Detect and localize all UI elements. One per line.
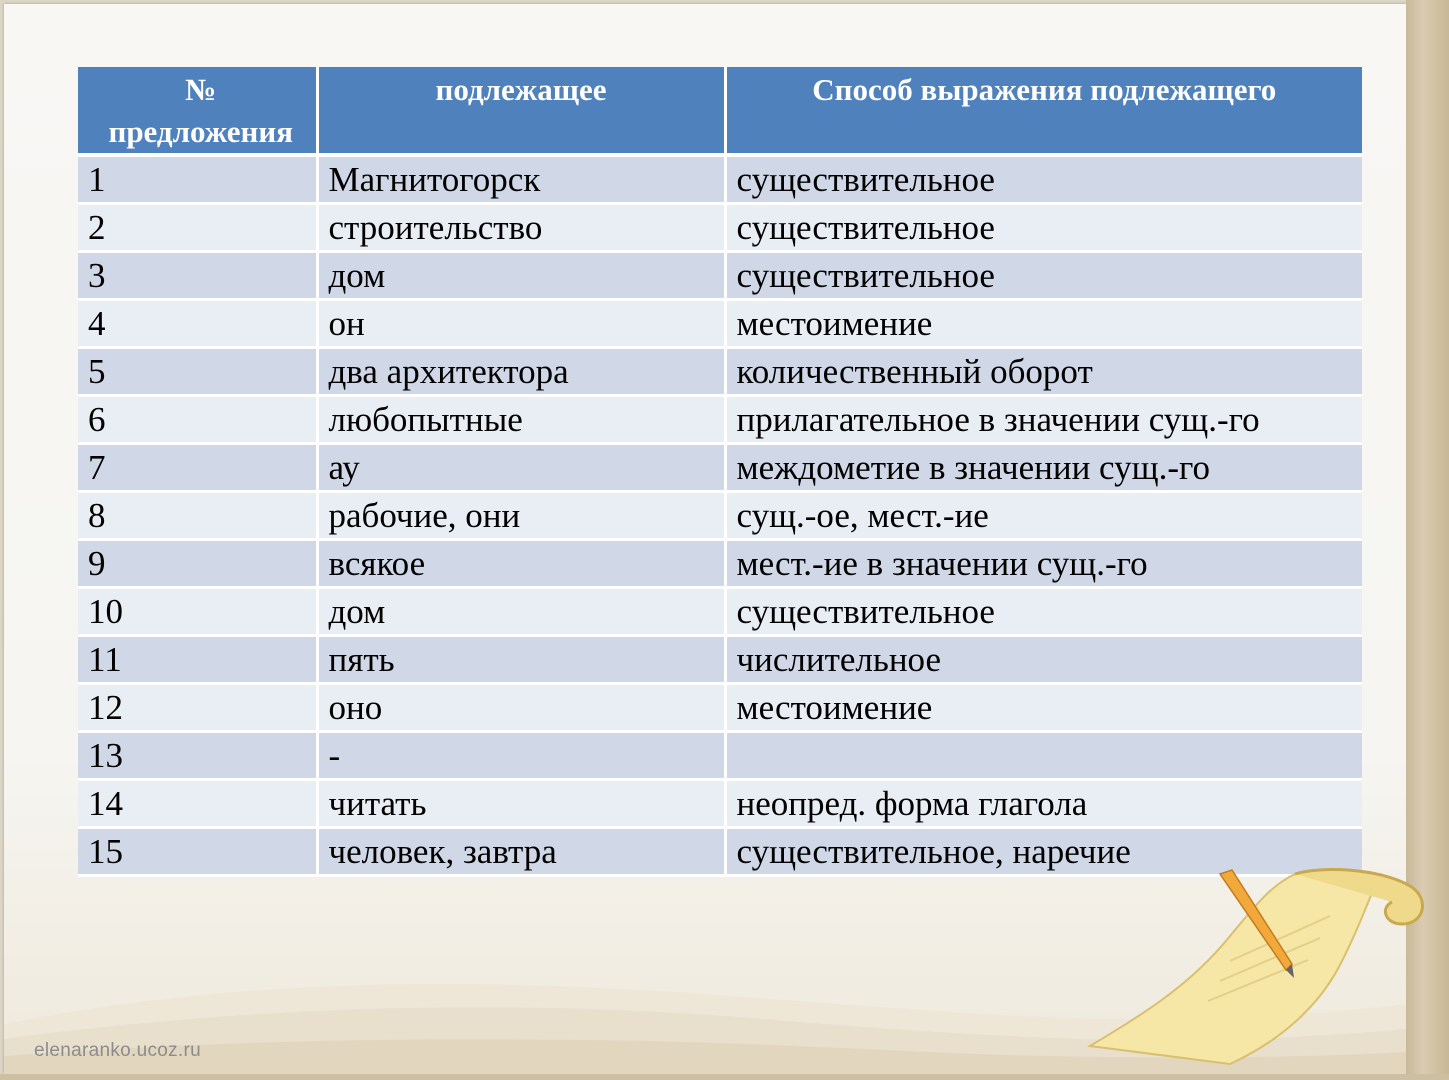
table-row [78, 155, 1362, 204]
table-row [78, 492, 1362, 540]
cell-number: 9 [78, 540, 317, 588]
header-subject: подлежащее [317, 67, 725, 155]
cell-subject: всякое [317, 540, 725, 588]
table-row [78, 348, 1362, 396]
cell-subject: ау [317, 444, 725, 492]
cell-subject: дом [317, 252, 725, 300]
cell-number: 12 [78, 684, 317, 732]
table-row [78, 780, 1362, 828]
cell-number: 6 [78, 396, 317, 444]
cell-expression: мест.-ие в значении сущ.-го [725, 540, 1362, 588]
cell-number: 11 [78, 636, 317, 684]
cell-expression: количественный оборот [725, 348, 1362, 396]
cell-expression: местоимение [725, 300, 1362, 348]
cell-expression: существительное [725, 252, 1362, 300]
cell-number: 3 [78, 252, 317, 300]
cell-number: 5 [78, 348, 317, 396]
header-expression: Способ выражения подлежащего [725, 67, 1362, 155]
cell-subject: два архитектора [317, 348, 725, 396]
cell-expression: существительное, наречие [725, 828, 1362, 876]
cell-expression: междометие в значении сущ.-го [725, 444, 1362, 492]
cell-expression [725, 732, 1362, 780]
cell-subject: человек, завтра [317, 828, 725, 876]
table-row [78, 396, 1362, 444]
cell-number: 4 [78, 300, 317, 348]
cell-number: 1 [78, 155, 317, 204]
table-row [78, 540, 1362, 588]
cell-subject: строительство [317, 204, 725, 252]
cell-expression: местоимение [725, 684, 1362, 732]
cell-number: 13 [78, 732, 317, 780]
cell-number: 10 [78, 588, 317, 636]
table-row [78, 636, 1362, 684]
cell-expression: существительное [725, 204, 1362, 252]
cell-subject: - [317, 732, 725, 780]
table-row [78, 588, 1362, 636]
scroll-quill-icon [1080, 866, 1440, 1066]
cell-expression: прилагательное в значении сущ.-го [725, 396, 1362, 444]
table-row [78, 204, 1362, 252]
cell-subject: дом [317, 588, 725, 636]
cell-subject: он [317, 300, 725, 348]
table-row [78, 732, 1362, 780]
cell-subject: пять [317, 636, 725, 684]
table-row [78, 444, 1362, 492]
cell-subject: рабочие, они [317, 492, 725, 540]
subjects-table [78, 67, 1362, 877]
cell-subject: Магнитогорск [317, 155, 725, 204]
cell-subject: оно [317, 684, 725, 732]
cell-number: 8 [78, 492, 317, 540]
cell-subject: читать [317, 780, 725, 828]
cell-subject: любопытные [317, 396, 725, 444]
cell-expression: существительное [725, 588, 1362, 636]
table-row [78, 684, 1362, 732]
table-row [78, 252, 1362, 300]
cell-number: 14 [78, 780, 317, 828]
cell-expression: неопред. форма глагола [725, 780, 1362, 828]
cell-number: 7 [78, 444, 317, 492]
header-sentence-number: № предложения [78, 67, 317, 155]
bottom-border [0, 1074, 1449, 1080]
cell-number: 15 [78, 828, 317, 876]
cell-expression: существительное [725, 155, 1362, 204]
cell-number: 2 [78, 204, 317, 252]
table-row [78, 300, 1362, 348]
cell-expression: числительное [725, 636, 1362, 684]
footer-site: elenaranko.ucoz.ru [34, 1040, 202, 1061]
table-header-row [78, 67, 1362, 155]
cell-expression: сущ.-ое, мест.-ие [725, 492, 1362, 540]
